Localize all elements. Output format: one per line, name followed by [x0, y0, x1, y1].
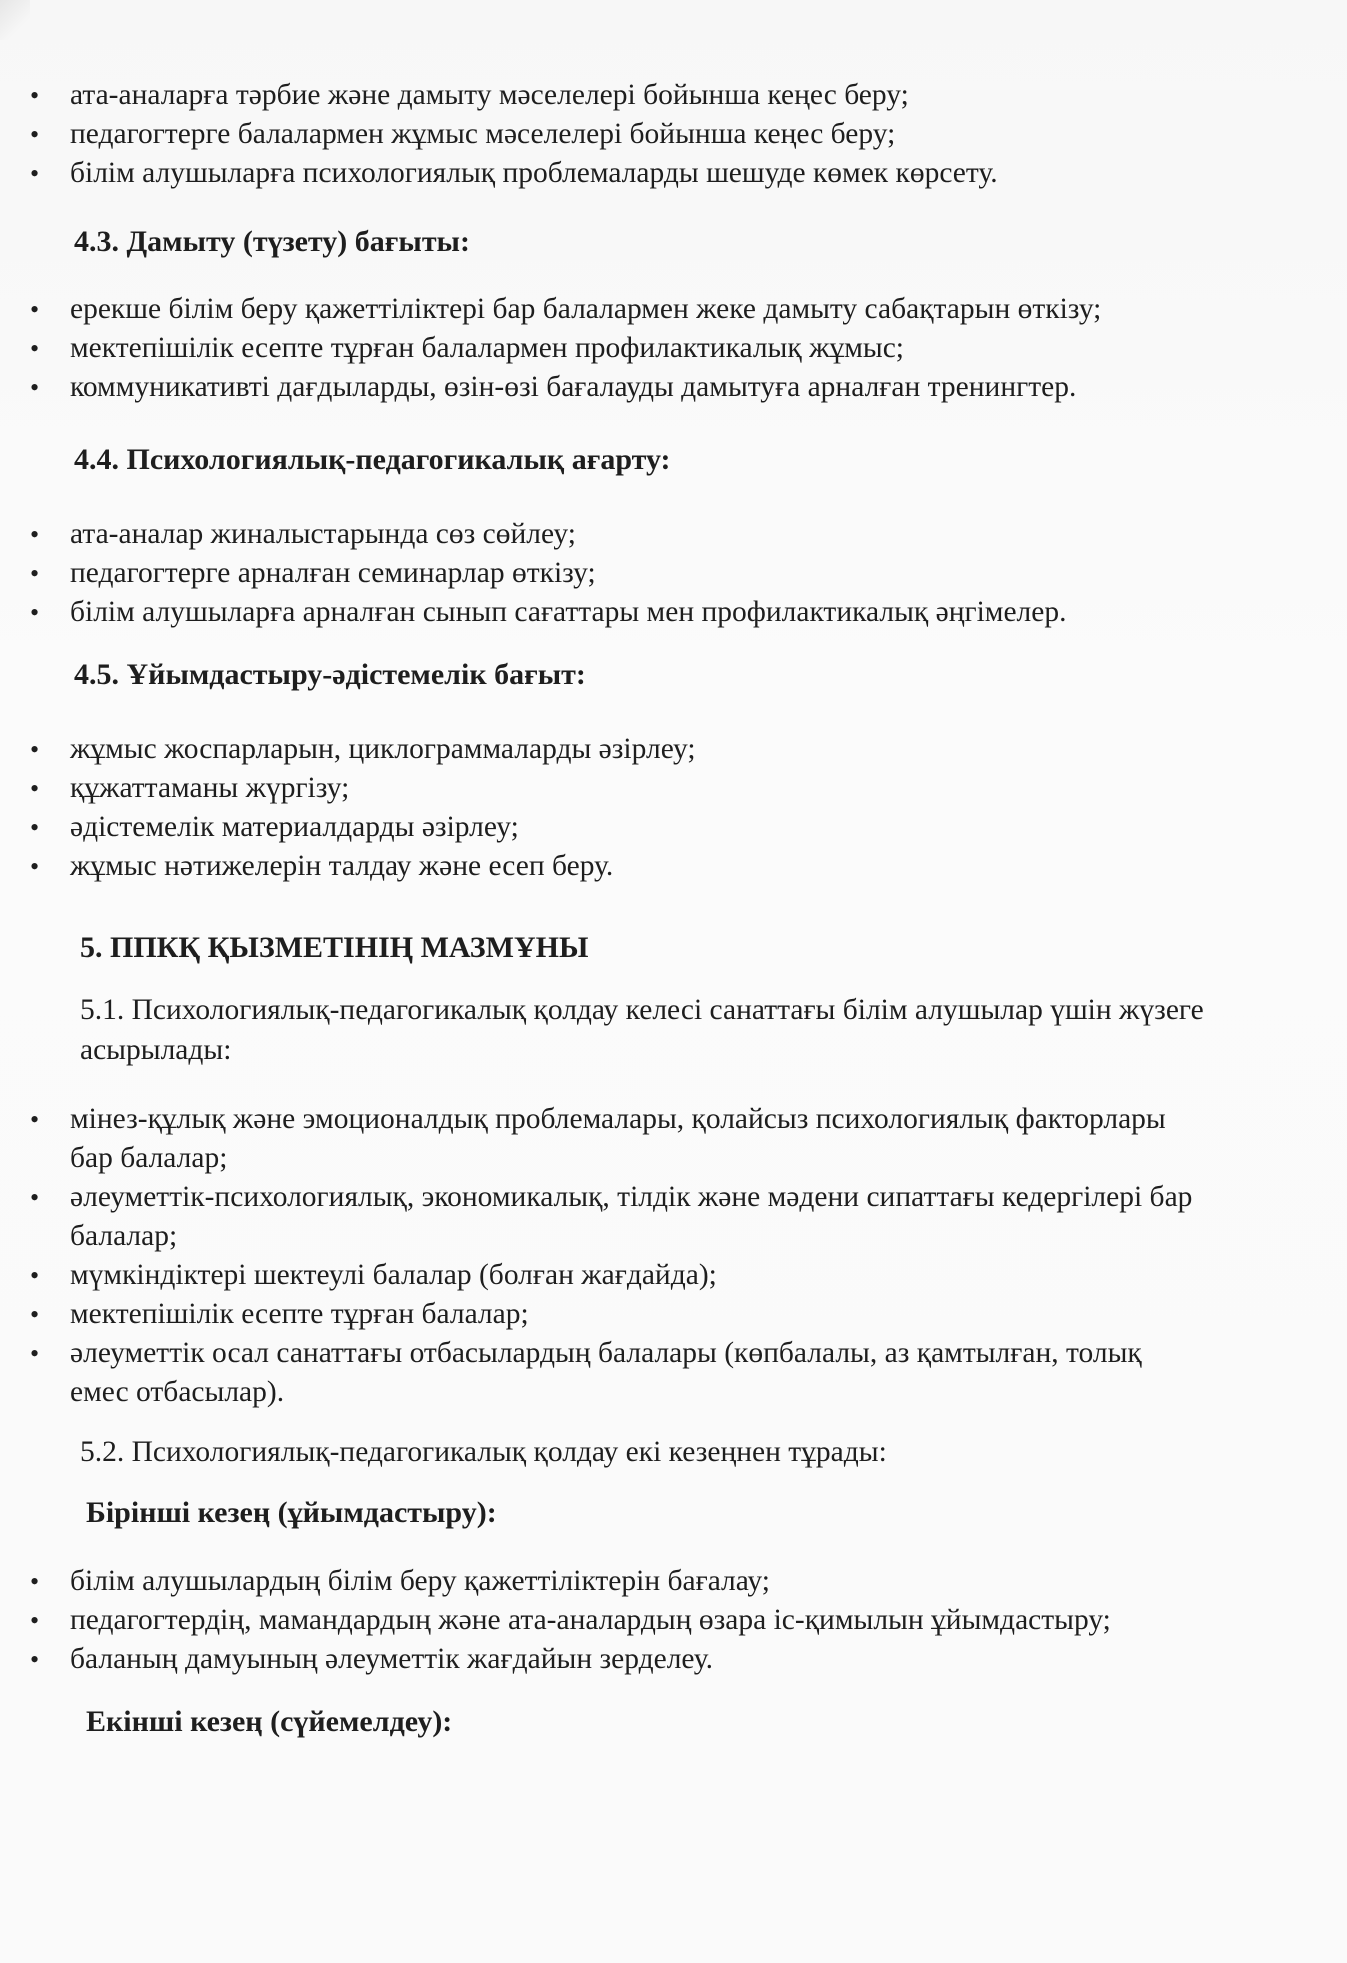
bullet-list-top	[0, 76, 1347, 193]
section-5-title: 5. ППКҚ ҚЫЗМЕТІНІҢ МАЗМҰНЫ	[80, 931, 589, 964]
list-item: • құжаттаманы жүргізу;	[0, 769, 1347, 808]
list-item: • ата-аналарға тәрбие және дамыту мәселелері бойынша кеңес беру;	[0, 76, 1347, 115]
list-item: • әдістемелік материалдарды әзірлеу;	[0, 808, 1347, 847]
bullet-list-4-4	[0, 515, 1347, 632]
heading-4-3: 4.3. Дамыту (түзету) бағыты:	[74, 225, 470, 258]
bullet-list-5-1	[0, 1100, 1347, 1412]
list-item: • мектепішілік есепте тұрған балалармен профилактикалық жұмыс;	[0, 329, 1347, 368]
list-item: • жұмыс жоспарларын, циклограммаларды әзірлеу;	[0, 730, 1347, 769]
list-item: • баланың дамуының әлеуметтік жағдайын зерделеу.	[0, 1640, 1347, 1679]
page-corner-shadow	[0, 0, 30, 40]
list-4-5-section	[0, 730, 1347, 886]
heading-4-4: 4.4. Психологиялық-педагогикалық ағарту:	[74, 443, 671, 476]
paragraph-5-2: 5.2. Психологиялық-педагогикалық қолдау екі кезеңнен тұрады:	[80, 1436, 887, 1468]
list-stage-1-section	[0, 1562, 1347, 1679]
list-item: • педагогтерге арналған семинарлар өткізу;	[0, 554, 1347, 593]
bullet-list-4-5	[0, 730, 1347, 886]
list-top-section	[0, 76, 1347, 193]
list-item: • ерекше білім беру қажеттіліктері бар балалармен жеке дамыту сабақтарын өткізу;	[0, 290, 1347, 329]
list-item: • мүмкіндіктері шектеулі балалар (болған жағдайда);	[0, 1256, 1200, 1295]
list-item: • коммуникативті дағдыларды, өзін-өзі бағалауды дамытуға арналған тренингтер.	[0, 368, 1347, 407]
list-item: • білім алушыларға арналған сынып сағаттары мен профилактикалық әңгімелер.	[0, 593, 1347, 632]
bullet-list-4-3	[0, 290, 1347, 407]
paragraph-5-1: 5.1. Психологиялық-педагогикалық қолдау келесі санаттағы білім алушылар үшін жүзеге асырылады:	[80, 994, 1204, 1066]
list-item: • мінез-құлық және эмоционалдық проблемалары, қолайсыз психологиялық факторлары бар балалар;	[0, 1100, 1200, 1178]
list-item: • әлеуметтік осал санаттағы отбасылардың балалары (көпбалалы, аз қамтылған, толық емес отбасылар).	[0, 1334, 1200, 1412]
list-4-4-section	[0, 515, 1347, 632]
heading-4-5: 4.5. Ұйымдастыру-әдістемелік бағыт:	[74, 658, 586, 691]
list-item: • мектепішілік есепте тұрған балалар;	[0, 1295, 1200, 1334]
list-item: • педагогтердің, мамандардың және ата-аналардың өзара іс-қимылын ұйымдастыру;	[0, 1601, 1347, 1640]
list-item: • білім алушыларға психологиялық проблемаларды шешуде көмек көрсету.	[0, 154, 1347, 193]
list-5-1-section	[0, 1100, 1347, 1412]
stage-1-heading: Бірінші кезең (ұйымдастыру):	[86, 1496, 497, 1529]
list-4-3-section	[0, 290, 1347, 407]
bullet-list-stage-1	[0, 1562, 1347, 1679]
list-item: • педагогтерге балалармен жұмыс мәселелері бойынша кеңес беру;	[0, 115, 1347, 154]
list-item: • әлеуметтік-психологиялық, экономикалық, тілдік және мәдени сипаттағы кедергілері бар балалар;	[0, 1178, 1200, 1256]
stage-2-heading: Екінші кезең (сүйемелдеу):	[86, 1705, 453, 1738]
list-item: • жұмыс нәтижелерін талдау және есеп беру.	[0, 847, 1347, 886]
list-item: • ата-аналар жиналыстарында сөз сөйлеу;	[0, 515, 1347, 554]
list-item: • білім алушылардың білім беру қажеттіліктерін бағалау;	[0, 1562, 1347, 1601]
